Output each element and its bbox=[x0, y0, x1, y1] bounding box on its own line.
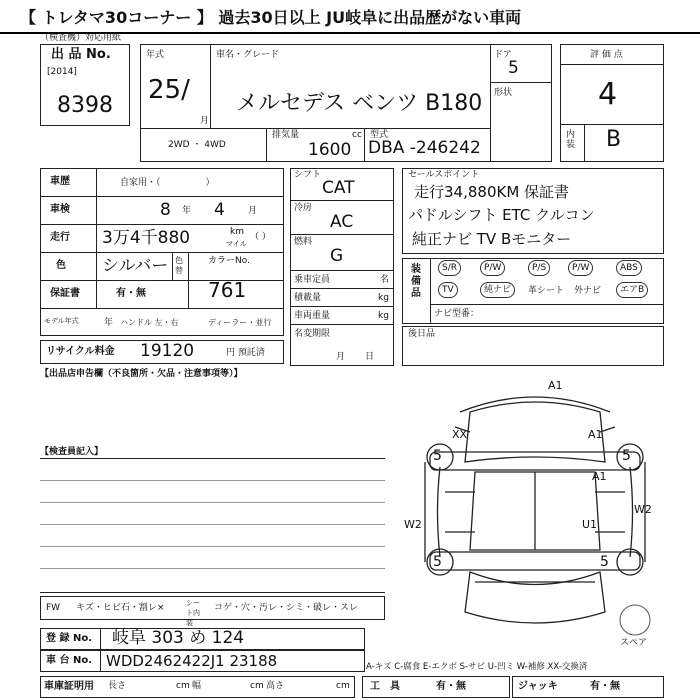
equipment-item: 革シート bbox=[528, 286, 565, 296]
diagram-mark: A1 bbox=[588, 428, 603, 441]
name-label: 車名・グレード bbox=[216, 50, 280, 60]
defects-line: キズ・ヒビ石・割レ× bbox=[76, 603, 165, 613]
equipment-item: P/W bbox=[568, 260, 593, 276]
color-code-label: カラーNo. bbox=[208, 256, 250, 266]
mileage-unit-km: km bbox=[230, 227, 244, 237]
equipment-item: P/S bbox=[528, 260, 550, 276]
fuel-value: G bbox=[330, 246, 344, 266]
diagram-mark: XX bbox=[452, 428, 468, 441]
chassis-label: 車 台 No. bbox=[46, 655, 93, 666]
inspector-notes-label: 【検査員記入】 bbox=[40, 447, 104, 457]
after-label: 後日品 bbox=[408, 329, 436, 339]
sub-note: （検査機）対応用紙 bbox=[40, 33, 122, 43]
sales-points-label: セールスポイント bbox=[408, 170, 480, 180]
name-change-unit: 月日 bbox=[336, 352, 395, 362]
lot-box bbox=[40, 44, 130, 126]
color-value: シルバー bbox=[102, 256, 169, 276]
displacement-label: 排気量 bbox=[272, 130, 300, 140]
defects-line2: コゲ・穴・汚レ・シミ・破レ・スレ bbox=[214, 603, 359, 613]
fuel-label: 燃料 bbox=[294, 237, 313, 247]
interior-value: B bbox=[606, 127, 622, 152]
warranty-label: 保証書 bbox=[50, 288, 80, 299]
mileage-value: 3万4千880 bbox=[102, 228, 191, 248]
shift-value: CAT bbox=[322, 178, 355, 198]
history-label: 車歴 bbox=[50, 176, 70, 187]
model-year-label: モデル年式 bbox=[44, 317, 79, 325]
navi-label: ナビ型番： bbox=[434, 309, 480, 319]
mileage-unit-mile: マイル bbox=[226, 240, 247, 248]
shape-label: 形状 bbox=[494, 88, 513, 98]
tire-depth: 5 bbox=[433, 448, 442, 464]
sales-point-line: 走行34,880KM 保証書 bbox=[414, 183, 570, 201]
garage-label: 車庫証明用 bbox=[44, 681, 94, 692]
displacement-value: 1600 bbox=[308, 140, 352, 160]
score-label: 評 価 点 bbox=[590, 50, 623, 60]
jack-value: 有・無 bbox=[590, 681, 620, 692]
name-change-label: 名変期限 bbox=[294, 329, 331, 339]
spare-label: スペア bbox=[620, 638, 648, 648]
tire-depth: 5 bbox=[433, 554, 442, 570]
banner bbox=[0, 0, 700, 34]
year-value: 25/ bbox=[148, 75, 190, 105]
shift-label: シフト bbox=[294, 170, 322, 180]
interior-label: 内装 bbox=[566, 130, 576, 150]
ac-value: AC bbox=[330, 212, 354, 232]
weight-unit: kg bbox=[378, 311, 389, 321]
banner-text: 【 トレタマ30コーナー 】 過去30日以上 JU岐阜に出品歴がない車両 bbox=[20, 8, 522, 27]
color-change-label: 色替 bbox=[175, 256, 183, 275]
inspection-year: 8 bbox=[160, 200, 171, 220]
ac-label: 冷房 bbox=[294, 203, 313, 213]
model-year-year: 年 bbox=[104, 318, 114, 328]
displacement-unit: cc bbox=[352, 130, 362, 140]
load-label: 積載量 bbox=[294, 293, 322, 303]
diagram-mark: U1 bbox=[582, 518, 598, 531]
doors-value: 5 bbox=[508, 58, 519, 78]
registration-value: 岐阜 303 め 124 bbox=[112, 628, 245, 648]
recycle-label: リサイクル料金 bbox=[46, 346, 115, 357]
model-value: DBA -246242 bbox=[368, 138, 481, 158]
weight-label: 車両重量 bbox=[294, 311, 331, 321]
after-box bbox=[402, 326, 664, 366]
garage-unit: cm bbox=[336, 681, 350, 691]
garage-height: 高さ bbox=[266, 681, 285, 691]
equipment-item: TV bbox=[438, 282, 458, 298]
defects-seat: シート内装 bbox=[186, 599, 200, 627]
color-code-value: 761 bbox=[208, 278, 247, 302]
garage-length: 長さ bbox=[108, 681, 127, 691]
history-value: 自家用・（ ） bbox=[120, 178, 215, 188]
tire-depth: 5 bbox=[600, 554, 609, 570]
lot-number: 8398 bbox=[57, 93, 113, 118]
color-label: 色 bbox=[56, 260, 66, 271]
legend: A-キズ C-腐食 E-エクボ S-サビ U-凹ミ W-補修 XX-交換済 bbox=[366, 662, 588, 672]
lot-year-tag: [2014] bbox=[47, 67, 77, 77]
load-unit: kg bbox=[378, 293, 389, 303]
garage-width: 幅 bbox=[192, 681, 202, 691]
equipment-item: エアB bbox=[616, 282, 648, 298]
warranty-value: 有・無 bbox=[116, 288, 146, 299]
lot-label: 出 品 No. bbox=[51, 47, 111, 62]
chassis-value: WDD2462422J1 23188 bbox=[106, 652, 278, 670]
car-diagram bbox=[400, 372, 670, 652]
equipment-item: P/W bbox=[480, 260, 505, 276]
inspection-month-unit: 月 bbox=[248, 206, 258, 216]
score-value: 4 bbox=[598, 77, 618, 112]
registration-label: 登 録 No. bbox=[46, 633, 93, 644]
defects-fw: FW bbox=[46, 603, 61, 613]
sales-point-line: 純正ナビ TV Bモニター bbox=[412, 230, 572, 248]
tire-depth: 5 bbox=[622, 448, 631, 464]
tools-label: 工 具 bbox=[370, 681, 400, 692]
equipment-item: 純ナビ bbox=[480, 282, 515, 298]
inspection-year-unit: 年 bbox=[182, 206, 192, 216]
diagram-mark: W2 bbox=[404, 518, 422, 531]
garage-unit: cm bbox=[176, 681, 190, 691]
capacity-unit: 名 bbox=[380, 275, 390, 285]
model-label: 型式 bbox=[370, 130, 389, 140]
mileage-label: 走行 bbox=[50, 232, 70, 243]
recycle-unit: 円 預託済 bbox=[226, 348, 265, 358]
model-year-dealer: ディーラー・並行 bbox=[208, 318, 272, 327]
equipment-item: 外ナビ bbox=[574, 286, 602, 296]
capacity-label: 乗車定員 bbox=[294, 275, 331, 285]
diagram-mark: W2 bbox=[634, 503, 652, 516]
sales-point-line: パドルシフト ETC クルコン bbox=[408, 206, 595, 224]
inspection-label: 車検 bbox=[50, 204, 70, 215]
dealer-notes-label: 【出品店申告欄（不良箇所・欠品・注意事項等）】 bbox=[40, 369, 243, 379]
recycle-value: 19120 bbox=[140, 341, 195, 361]
inspection-month: 4 bbox=[214, 200, 225, 220]
diagram-mark: A1 bbox=[592, 470, 607, 483]
model-year-handle: ハンドル 左・右 bbox=[120, 318, 179, 327]
equipment-label: 装備品 bbox=[411, 264, 421, 299]
equipment-item: ABS bbox=[616, 260, 642, 276]
doors-label: ドア bbox=[494, 50, 512, 60]
diagram-mark: A1 bbox=[548, 379, 563, 392]
drive-label: 2WD ・ 4WD bbox=[168, 140, 226, 150]
year-suffix: 月 bbox=[200, 116, 210, 126]
name-value: メルセデス ベンツ B180 bbox=[236, 91, 483, 116]
jack-label: ジャッキ bbox=[518, 681, 558, 692]
year-label: 年式 bbox=[146, 50, 165, 60]
mileage-unit-paren: （ ） bbox=[250, 232, 271, 242]
equipment-item: S/R bbox=[438, 260, 461, 276]
garage-unit: cm bbox=[250, 681, 264, 691]
tools-value: 有・無 bbox=[436, 681, 466, 692]
